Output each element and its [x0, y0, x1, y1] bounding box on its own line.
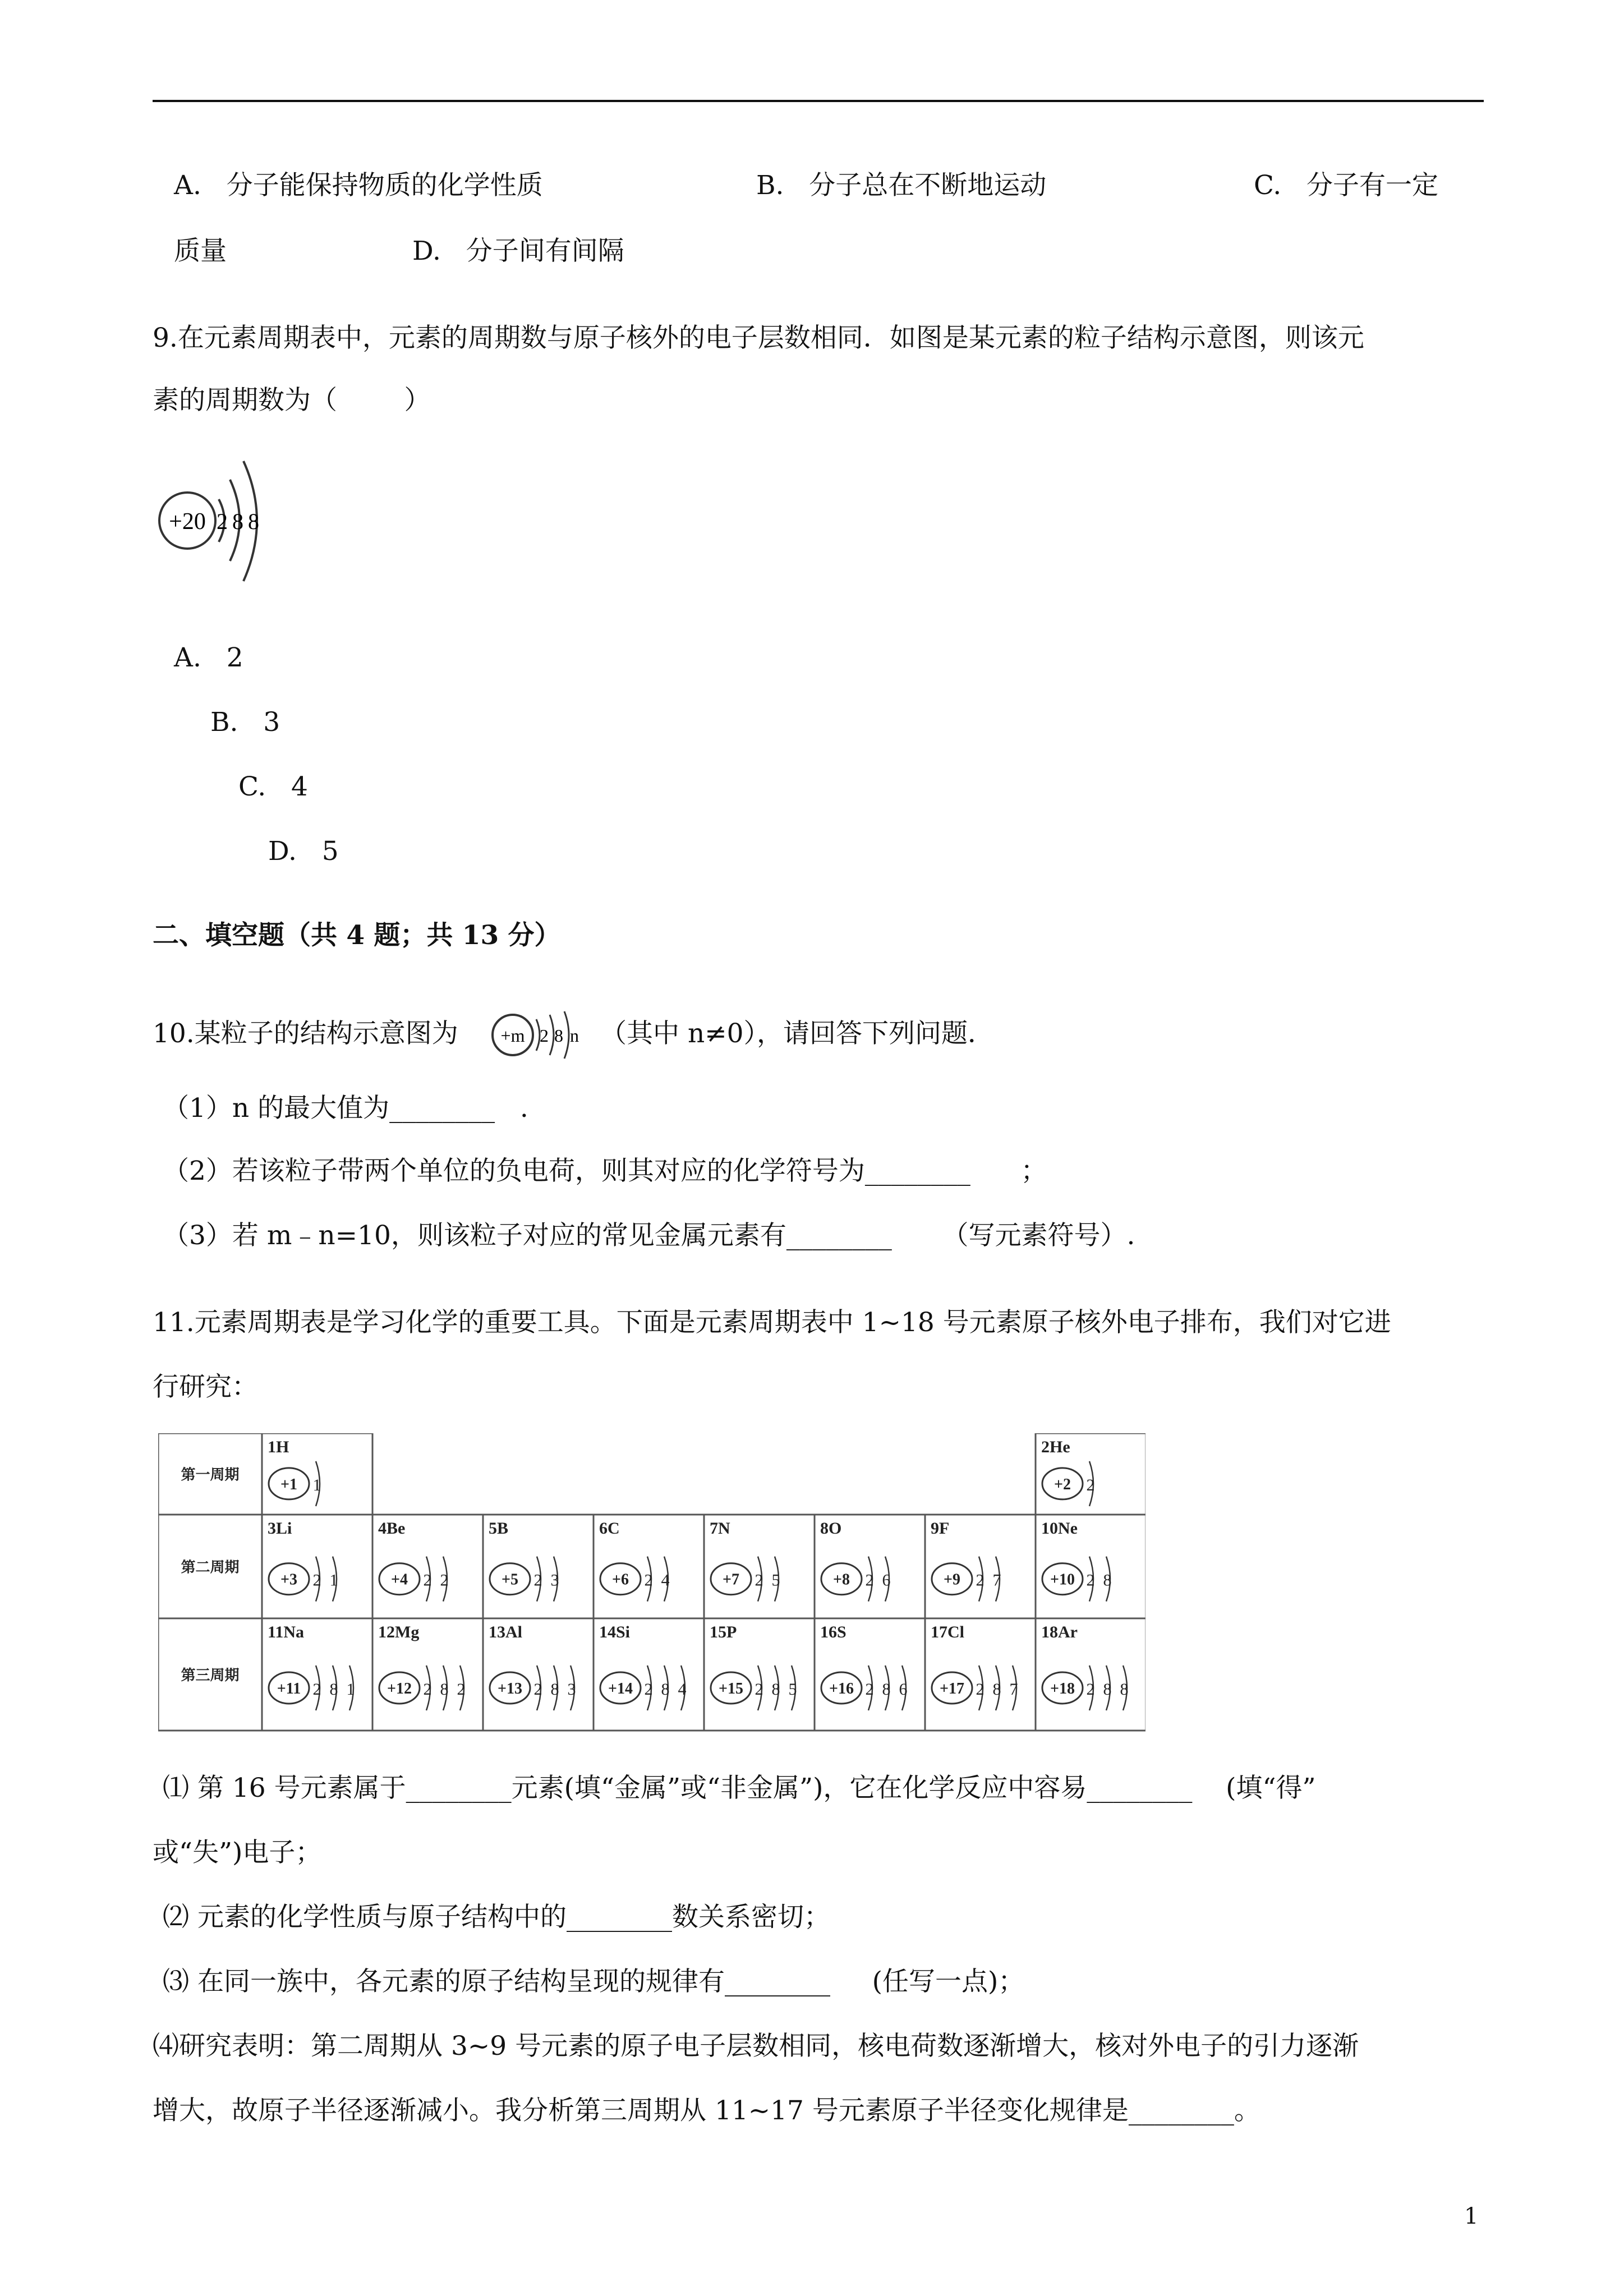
- q9-shell-2: 8: [232, 509, 243, 534]
- electron-count-p3-7-1: 2: [976, 1680, 984, 1699]
- q11-subquestion-4-line2: 增大，故原子半径逐渐减小。我分析第三周期从 11~17 号元素原子半径变化规律是________。: [153, 2095, 1260, 2126]
- q9-option-c: C. 4: [238, 771, 308, 802]
- electron-count-p3-2-3: 2: [457, 1680, 466, 1699]
- nucleus-charge-p3-5: +15: [719, 1680, 743, 1697]
- q10-shell-1: 2: [540, 1025, 549, 1046]
- nucleus-charge-p2-2: +4: [391, 1571, 408, 1589]
- electron-count-p3-3-3: 3: [567, 1680, 576, 1699]
- electron-count-p2-3-1: 2: [533, 1571, 542, 1590]
- electron-count-p3-3-2: 8: [550, 1680, 559, 1699]
- q8-option-d: D. 分子间有间隔: [412, 236, 624, 266]
- periodic-table-electron-diagram: [158, 1433, 1145, 1745]
- electron-count-p3-4-2: 8: [661, 1680, 670, 1699]
- nucleus-charge-p2-1: +3: [280, 1571, 297, 1589]
- q11-subquestion-3: ⑶ 在同一族中，各元素的原子结构呈现的规律有________ (任写一点)；: [163, 1966, 1025, 1997]
- q10-nucleus-label: +m: [500, 1025, 525, 1046]
- electron-count-p2-5-2: 5: [771, 1571, 780, 1590]
- nucleus-charge-p3-4: +14: [608, 1680, 633, 1697]
- element-symbol-p2-6: 8O: [820, 1519, 842, 1538]
- element-symbol-p3-5: 15P: [710, 1623, 737, 1641]
- q9-stem-line2: 素的周期数为（ ）: [153, 385, 431, 416]
- electron-count-p3-7-3: 7: [1009, 1680, 1018, 1699]
- electron-count-p2-6-2: 6: [882, 1571, 891, 1590]
- nucleus-charge-p2-3: +5: [502, 1571, 518, 1589]
- element-symbol-p2-5: 7N: [710, 1519, 730, 1538]
- electron-count-p2-7-2: 7: [992, 1571, 1001, 1590]
- q9-option-d: D. 5: [268, 836, 339, 867]
- nucleus-charge-p2-4: +6: [612, 1571, 629, 1589]
- nucleus-charge-p2-8: +10: [1050, 1571, 1075, 1589]
- electron-count-p3-6-3: 6: [899, 1680, 908, 1699]
- element-symbol-p3-3: 13Al: [489, 1623, 522, 1641]
- section-title: 二、填空题（共 4 题；共 13 分）: [153, 920, 561, 951]
- electron-count-p3-8-2: 8: [1103, 1680, 1112, 1699]
- q9-atom-diagram: [153, 449, 287, 595]
- electron-count-p3-5-1: 2: [755, 1680, 763, 1699]
- q9-nucleus-label: +20: [169, 509, 206, 535]
- electron-count-p3-4-3: 4: [678, 1680, 687, 1699]
- electron-count-p2-7-1: 2: [976, 1571, 984, 1590]
- electron-count-p2-4-2: 4: [661, 1571, 670, 1590]
- q10-shell-3: n: [570, 1025, 579, 1046]
- page-number: 1: [1464, 2203, 1479, 2229]
- element-symbol-p3-4: 14Si: [599, 1623, 631, 1641]
- electron-count-p3-2-1: 2: [423, 1680, 432, 1699]
- electron-count-p2-8-2: 8: [1103, 1571, 1112, 1590]
- electron-count-p3-1-2: 8: [329, 1680, 338, 1699]
- q9-option-b: B. 3: [210, 707, 280, 738]
- electron-count-he-1: 2: [1086, 1475, 1095, 1494]
- period-label-3: 第三周期: [181, 1667, 240, 1683]
- nucleus-charge-p3-7: +17: [940, 1680, 964, 1697]
- electron-count-p3-5-2: 8: [771, 1680, 780, 1699]
- element-symbol-p2-8: 10Ne: [1041, 1519, 1078, 1538]
- element-symbol-p2-2: 4Be: [378, 1519, 406, 1538]
- electron-count-p2-4-1: 2: [644, 1571, 653, 1590]
- period-label-1: 第一周期: [181, 1466, 240, 1483]
- element-symbol-h: 1H: [268, 1438, 289, 1456]
- q8-option-c-continued: 质量: [174, 236, 227, 266]
- period-label-2: 第二周期: [181, 1559, 240, 1576]
- q8-option-c: C. 分子有一定: [1254, 170, 1439, 201]
- electron-count-p3-7-2: 8: [992, 1680, 1001, 1699]
- electron-count-p2-3-2: 3: [550, 1571, 559, 1590]
- header-rule: [153, 100, 1484, 102]
- q10-subquestion-2: （2）若该粒子带两个单位的负电荷，则其对应的化学符号为________ ；: [163, 1156, 1047, 1186]
- nucleus-charge-p3-3: +13: [498, 1680, 522, 1697]
- nucleus-charge-p3-6: +16: [829, 1680, 854, 1697]
- electron-count-p3-6-2: 8: [882, 1680, 891, 1699]
- q10-subquestion-1: （1）n 的最大值为________ .: [163, 1093, 528, 1124]
- electron-count-p3-2-2: 8: [440, 1680, 449, 1699]
- q10-stem-before: 10.某粒子的结构示意图为: [153, 1018, 458, 1049]
- nucleus-charge-p2-5: +7: [723, 1571, 739, 1589]
- element-symbol-he: 2He: [1041, 1438, 1070, 1456]
- electron-count-p2-2-2: 2: [440, 1571, 449, 1590]
- nucleus-charge-h: +1: [280, 1475, 297, 1493]
- electron-count-p3-5-3: 5: [788, 1680, 797, 1699]
- q10-atom-diagram: [489, 1007, 596, 1063]
- q11-stem-line1: 11.元素周期表是学习化学的重要工具。下面是元素周期表中 1~18 号元素原子核外电子排布，我们对它进: [153, 1307, 1391, 1338]
- nucleus-charge-p3-2: +12: [387, 1680, 412, 1697]
- electron-count-h-1: 1: [312, 1475, 321, 1494]
- element-symbol-p2-7: 9F: [931, 1519, 950, 1538]
- element-symbol-p3-8: 18Ar: [1041, 1623, 1078, 1641]
- q10-subquestion-3: （3）若 m﹣n=10，则该粒子对应的常见金属元素有________ （写元素符号）.: [163, 1220, 1135, 1251]
- q8-option-a: A. 分子能保持物质的化学性质: [174, 170, 543, 201]
- electron-count-p2-1-1: 2: [312, 1571, 321, 1590]
- q9-shell-3: 8: [248, 509, 259, 534]
- q11-subquestion-2: ⑵ 元素的化学性质与原子结构中的________数关系密切；: [163, 1902, 830, 1932]
- nucleus-charge-p2-7: +9: [944, 1571, 960, 1589]
- nucleus-charge-p2-6: +8: [833, 1571, 850, 1589]
- q8-option-b: B. 分子总在不断地运动: [756, 170, 1047, 201]
- electron-count-p3-8-3: 8: [1120, 1680, 1129, 1699]
- q11-stem-line2: 行研究：: [153, 1372, 258, 1402]
- q10-shell-2: 8: [554, 1025, 563, 1046]
- electron-count-p2-6-1: 2: [865, 1571, 874, 1590]
- q10-stem-after: （其中 n≠0），请回答下列问题．: [600, 1018, 994, 1049]
- electron-count-p3-8-1: 2: [1086, 1680, 1095, 1699]
- nucleus-charge-p3-1: +11: [277, 1680, 301, 1697]
- electron-count-p2-2-1: 2: [423, 1571, 432, 1590]
- electron-count-p3-1-3: 1: [346, 1680, 355, 1699]
- electron-count-p3-1-1: 2: [312, 1680, 321, 1699]
- electron-count-p3-3-1: 2: [533, 1680, 542, 1699]
- element-symbol-p3-2: 12Mg: [378, 1623, 420, 1641]
- element-symbol-p2-3: 5B: [489, 1519, 509, 1538]
- electron-count-p2-5-1: 2: [755, 1571, 763, 1590]
- nucleus-charge-p3-8: +18: [1050, 1680, 1075, 1697]
- electron-count-p3-4-1: 2: [644, 1680, 653, 1699]
- electron-count-p2-1-2: 1: [329, 1571, 338, 1590]
- element-symbol-p3-1: 11Na: [268, 1623, 305, 1641]
- element-symbol-p3-6: 16S: [820, 1623, 846, 1641]
- element-symbol-p2-1: 3Li: [268, 1519, 292, 1538]
- element-symbol-p2-4: 6C: [599, 1519, 620, 1538]
- element-symbol-p3-7: 17Cl: [931, 1623, 964, 1641]
- electron-count-p2-8-1: 2: [1086, 1571, 1095, 1590]
- q11-subquestion-4-line1: ⑷研究表明：第二周期从 3~9 号元素的原子电子层数相同，核电荷数逐渐增大，核对外电子的引力逐渐: [153, 2031, 1359, 2062]
- q11-subquestion-1-line2: 或“失”)电子；: [153, 1837, 322, 1868]
- q11-subquestion-1-line1: ⑴ 第 16 号元素属于________元素(填“金属”或“非金属”)，它在化学反应中容易________ (填“得”: [163, 1773, 1316, 1803]
- q9-stem-line1: 9.在元素周期表中，元素的周期数与原子核外的电子层数相同．如图是某元素的粒子结构示意图，则该元: [153, 323, 1364, 353]
- electron-count-p3-6-1: 2: [865, 1680, 874, 1699]
- q9-shell-1: 2: [217, 509, 228, 534]
- q9-option-a: A. 2: [174, 642, 243, 673]
- nucleus-charge-he: +2: [1054, 1475, 1071, 1493]
